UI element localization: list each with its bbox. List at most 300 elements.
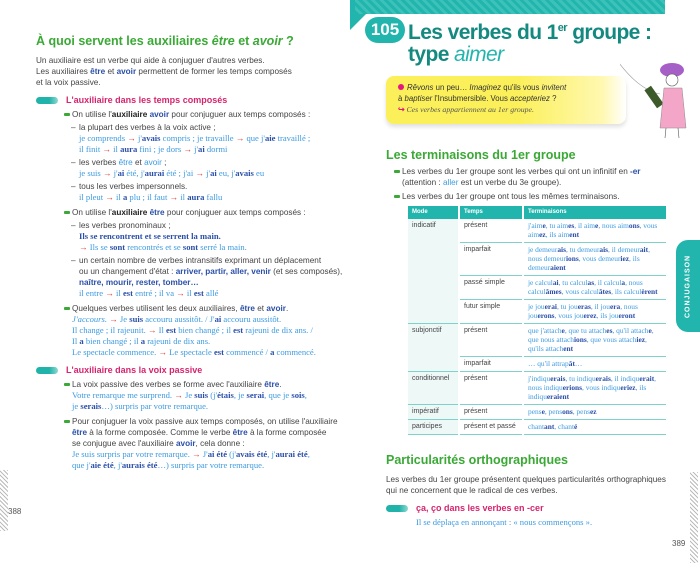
text-segment: que j' (72, 460, 91, 470)
temps-cell: passé simple (460, 276, 522, 300)
text-segment: serai (246, 390, 265, 400)
intro-line: Les verbes du 1er groupe présentent quelques particularités orthographiques (386, 475, 666, 484)
example-line (72, 336, 346, 347)
text-segment: commencé / (224, 347, 271, 357)
text-segment: e (595, 221, 599, 230)
text-segment: suis (129, 314, 144, 324)
text-segment: aura (120, 144, 138, 154)
left-page (0, 0, 350, 531)
text-segment: ai (198, 144, 205, 154)
text-segment: les verbes pronominaux ; (79, 221, 171, 230)
text-segment: , qu'ils attach (528, 335, 647, 353)
arrow-icon: → (169, 192, 181, 202)
text-segment: ? (549, 94, 557, 103)
text-segment: je jou (528, 302, 545, 311)
text-segment: serais (80, 401, 102, 411)
text-segment: , tu demeur (565, 245, 600, 254)
title-verb: aimer (454, 43, 504, 66)
text-segment: et (105, 67, 117, 76)
text-segment: , il calcul (594, 278, 622, 287)
arrow-icon: → (147, 325, 159, 335)
text-segment: Ils se (89, 242, 110, 252)
text-segment: eraient (546, 392, 570, 401)
text-segment: , il jou (590, 302, 610, 311)
text-segment: aient (550, 263, 566, 272)
text-segment: rencontrés et se (125, 242, 183, 252)
text-segment: , vous calcul (561, 287, 599, 296)
text-segment: à la forme composée (247, 428, 327, 437)
text-segment: eras (577, 302, 591, 311)
text-segment: , ils indiqu (528, 383, 647, 401)
text-segment: Votre remarque me surprend. (72, 390, 175, 400)
terminaisons-cell (524, 276, 666, 300)
text-segment: , que tu attach (564, 326, 607, 335)
chapter-title (408, 17, 651, 66)
toggle-pill-icon (36, 367, 58, 374)
text-segment: … qu'il attrap (528, 359, 569, 368)
bullet-item (72, 109, 346, 120)
text-segment: On utilise l' (72, 110, 112, 119)
text-segment: erions (562, 383, 582, 392)
section-orthographe (386, 453, 680, 528)
text-segment: , pens (572, 407, 591, 416)
temps-cell: présent (460, 219, 522, 243)
text-segment: être (211, 34, 235, 48)
text-segment: suis (194, 390, 209, 400)
text-segment: , pens (544, 407, 563, 416)
text-segment: , nous indiqu (528, 374, 657, 392)
intro-line (36, 55, 346, 66)
text-segment: , nous jou (528, 302, 638, 320)
text-segment: ons (628, 221, 640, 230)
text-segment: (et ses composés), (270, 267, 343, 276)
text-segment: eu, j' (216, 168, 236, 178)
arrow-icon: → (102, 168, 114, 178)
text-segment: âmes (545, 287, 562, 296)
text-segment: et (132, 158, 145, 167)
text-segment: aurai été (275, 449, 308, 459)
section-title: Particularités orthographiques (386, 453, 568, 467)
text-segment: eu (253, 168, 265, 178)
text-segment: se conjugue avec l'auxiliaire (72, 439, 176, 448)
arrow-icon: → (105, 192, 117, 202)
right-page (350, 0, 700, 563)
example-line (72, 231, 346, 242)
text-segment: être (239, 304, 255, 313)
bullet-item (72, 379, 346, 390)
title-sup: er (557, 22, 567, 34)
example-line (72, 460, 346, 471)
text-segment: et (234, 34, 253, 48)
text-segment: ais (599, 245, 609, 254)
side-tab-conjugaison[interactable]: CONJUGAISON (676, 240, 700, 332)
text-segment: allé (203, 288, 219, 298)
text-segment: ions (565, 254, 579, 263)
subsection-heading (36, 95, 346, 106)
example-line (72, 401, 346, 412)
text-segment: ait (639, 245, 649, 254)
text-segment: Les verbes du 1er groupe sont les verbes qui ont un infinitif en (402, 167, 631, 176)
text-segment: erais (595, 374, 611, 383)
bullet-item (402, 166, 672, 177)
terminaisons-cell (524, 405, 666, 420)
text-segment: ez (539, 230, 546, 239)
arrow-icon: → (195, 168, 207, 178)
text-segment: , vous indiqu (582, 383, 621, 392)
text-segment: étais (217, 390, 234, 400)
page-edge-hatch (690, 472, 698, 563)
text-segment: ant (544, 422, 555, 431)
text-segment: aller (442, 178, 459, 187)
text-segment: et la voix passive. (36, 78, 101, 87)
text-segment: Quelques verbes utilisent les deux auxiliaires, (72, 304, 240, 313)
text-segment: avais (235, 168, 254, 178)
text-segment: e (541, 407, 545, 416)
text-segment: j' (137, 133, 142, 143)
text-segment: , il indiqu (610, 374, 640, 383)
temps-cell: imparfait (460, 243, 522, 276)
text-segment: permettent de former les temps composés (136, 67, 292, 76)
text-segment: je suis (79, 168, 103, 178)
text-segment: il entre (79, 288, 106, 298)
text-segment: Il (72, 336, 80, 346)
text-segment: , (307, 449, 310, 459)
text-segment: -er (630, 167, 641, 176)
text-segment: invitent (541, 83, 567, 92)
arrow-icon: → (79, 242, 90, 252)
text-segment: Ils se rencontrent et se serrent la main. (79, 231, 221, 241)
text-segment: que j' (246, 133, 265, 143)
text-segment: , j' (267, 449, 276, 459)
example-line (72, 168, 346, 179)
text-segment: naître, mourir, rester, tomber… (79, 278, 199, 287)
text-segment: bien changé ; il (176, 325, 234, 335)
text-segment: aura (187, 192, 205, 202)
terminaisons-cell (524, 357, 666, 372)
text-segment: il (180, 192, 188, 202)
callout-line (398, 93, 614, 104)
text-segment: iez (636, 335, 646, 344)
col-header-mode: Mode (408, 206, 458, 219)
text-segment: est un verbe du 3e groupe). (458, 178, 562, 187)
bullet-item (402, 177, 672, 188)
arrow-icon: → (102, 144, 114, 154)
text-segment: , (304, 390, 307, 400)
temps-cell: présent (460, 372, 522, 405)
text-segment: j'aim (528, 221, 543, 230)
text-segment: J' (202, 449, 208, 459)
text-segment: , tu aim (545, 221, 569, 230)
text-segment: , il aim (574, 221, 596, 230)
temps-cell: présent (460, 405, 522, 420)
arrow-icon: → (158, 347, 170, 357)
text-line (72, 122, 346, 133)
text-segment: Un auxiliaire est un verbe qui aide à conjuguer d'autres verbes. (36, 56, 265, 65)
mode-cell: conditionnel (408, 372, 458, 405)
section-bullets (402, 166, 672, 202)
text-segment: Imaginez (469, 83, 502, 92)
text-segment: , j' (113, 460, 122, 470)
text-segment: à la forme composée. Comme le verbe (87, 428, 233, 437)
text-segment: , tu indiqu (565, 374, 596, 383)
intro-line (36, 66, 346, 77)
intro-line: qui ne concernent que le radical de ces verbes. (386, 486, 558, 495)
temps-cell: imparfait (460, 357, 522, 372)
text-segment: , je (233, 390, 247, 400)
text-segment: (j' (208, 390, 218, 400)
example-line (72, 325, 346, 336)
table-row (408, 405, 666, 420)
page-number: 388 (8, 507, 22, 516)
text-segment: avoir (266, 304, 286, 313)
bullet-dot-icon (398, 84, 404, 90)
text-segment: j'indiqu (528, 374, 551, 383)
text-segment: a (621, 278, 626, 287)
text-segment: être (72, 428, 88, 437)
text-line (72, 266, 346, 277)
text-segment: rajeuni de dix ans. (145, 336, 211, 346)
endings-table (406, 206, 668, 435)
text-segment: , ils calcul (611, 287, 642, 296)
text-segment: aurais été (121, 460, 158, 470)
callout-line (398, 82, 614, 93)
table-row (408, 420, 666, 435)
text-segment: , ils demeur (528, 254, 640, 272)
text-segment: a (79, 336, 84, 346)
text-segment: auxiliaire (111, 208, 150, 217)
left-content (0, 0, 346, 471)
text-segment: commencé. (274, 347, 316, 357)
example-line (72, 144, 346, 155)
text-segment: e (542, 221, 546, 230)
arrow-icon: → (174, 390, 185, 400)
text-segment: dormi (204, 144, 228, 154)
text-segment: ât (568, 359, 575, 368)
section-title: Les terminaisons du 1er groupe (386, 148, 576, 162)
text-line (72, 157, 346, 168)
text-segment: qu'ils vous (501, 83, 542, 92)
text-segment: pour conjuguer aux temps composés : (164, 208, 306, 217)
text-segment: auxiliaire (111, 110, 150, 119)
text-segment: ai (214, 314, 222, 324)
text-segment: J'accours. (72, 314, 110, 324)
text-segment: Le spectacle commence. (72, 347, 159, 357)
text-segment: est (122, 288, 133, 298)
text-segment: avoir (144, 158, 162, 167)
temps-cell: présent et passé (460, 420, 522, 435)
page-number: 389 (672, 539, 686, 548)
text-segment: Les auxiliaires (36, 67, 91, 76)
text-segment: ? (282, 34, 294, 48)
terminaisons-cell (524, 243, 666, 276)
text-segment: ez (590, 407, 597, 416)
woman-with-champagne-illustration (620, 58, 692, 140)
mode-cell: subjonctif (408, 324, 458, 372)
text-segment: e (561, 326, 565, 335)
text-segment: je comprends (79, 133, 128, 143)
text-segment: rajeuni de dix ans. / (243, 325, 313, 335)
intro-paragraph (36, 55, 346, 88)
example-line (72, 314, 346, 325)
text-segment: bien changé ; il (83, 336, 141, 346)
text-segment: sois (291, 390, 305, 400)
text-segment: , nous calcul (528, 278, 643, 296)
text-segment: ai (210, 168, 217, 178)
example-line (72, 449, 346, 460)
text-segment: été, j' (124, 168, 145, 178)
text-segment: être (264, 380, 280, 389)
subsection-heading (36, 365, 346, 376)
text-segment: il (186, 288, 194, 298)
text-segment: , vous demeur (578, 254, 621, 263)
text-segment: un peu… (433, 83, 470, 92)
text-line (72, 255, 346, 266)
example-line (72, 347, 346, 358)
text-segment: …) surpris par votre remarque. (101, 401, 209, 411)
text-segment: arriver, partir, aller, venir (175, 267, 271, 276)
table-row (408, 324, 666, 357)
text-segment: il pleut (79, 192, 106, 202)
text-segment: âtes (598, 287, 612, 296)
text-segment: ai (117, 168, 125, 178)
text-segment: j' (113, 168, 118, 178)
text-line (72, 181, 346, 192)
text-segment: , chant (554, 422, 574, 431)
text-segment: erons (537, 311, 555, 320)
text-segment: èrent (641, 287, 658, 296)
text-segment: eront (618, 311, 636, 320)
mode-cell: indicatif (408, 219, 458, 324)
text-segment: erait (639, 374, 655, 383)
chapter-number: 105 (365, 17, 405, 43)
bullet-item (72, 416, 346, 427)
text-segment: ons (562, 407, 573, 416)
text-segment: , ils aim (545, 230, 570, 239)
text-segment: la plupart des verbes à la voix active ; (79, 123, 216, 132)
text-segment: je calcul (528, 278, 553, 287)
mode-cell: participes (408, 420, 458, 435)
text-segment: Il change ; il rajeunit. (72, 325, 148, 335)
text-segment: aie (264, 133, 276, 143)
example-line (72, 390, 346, 401)
text-segment: . (285, 304, 289, 313)
page-edge-hatch (0, 470, 8, 531)
temps-cell: présent (460, 324, 522, 357)
text-segment: , qu'il attach (612, 326, 649, 335)
text-segment: l'Insubmersible. Vous (432, 94, 511, 103)
text-segment: Je (119, 314, 130, 324)
text-segment: , que je (264, 390, 292, 400)
text-segment: pour conjuguer aux temps composés : (169, 110, 311, 119)
text-segment: , tu jou (556, 302, 578, 311)
sections (64, 95, 346, 471)
terminaisons-cell (524, 420, 666, 435)
col-header-temps: Temps (460, 206, 522, 219)
text-segment: est (213, 347, 225, 357)
header-band (355, 0, 665, 14)
text-segment: , que nous attach (528, 326, 654, 344)
text-segment: serré la main. (198, 242, 247, 252)
text-segment: entré ; il va (132, 288, 177, 298)
heading-text: L'auxiliaire dans la voix passive (66, 365, 203, 375)
terminaisons-cell (524, 300, 666, 324)
text-segment: ai été (207, 449, 228, 459)
text-segment: a (270, 347, 275, 357)
text-segment: , vous jou (554, 311, 584, 320)
example-line (72, 288, 346, 299)
text-segment: erez (583, 311, 597, 320)
text-segment: avoir (149, 110, 170, 119)
text-segment: …) surpris par votre remarque. (157, 460, 265, 470)
text-segment: (j' (227, 449, 236, 459)
text-segment: é (574, 422, 578, 431)
text-segment: , tu calcul (558, 278, 588, 287)
toggle-pill-icon (386, 505, 408, 512)
toggle-pill-icon (36, 97, 58, 104)
text-segment: accouru aussitôt. / J' (143, 314, 215, 324)
text-segment: il (116, 192, 123, 202)
text-segment: Je suis surpris par votre remarque. (72, 449, 193, 459)
terminaisons-cell (524, 219, 666, 243)
arrow-icon: → (105, 288, 116, 298)
text-segment: Il (158, 325, 167, 335)
table-row (408, 219, 666, 243)
text-segment: Les verbes du 1er groupe ont tous les mêmes terminaisons. (402, 192, 620, 201)
text-segment: à (398, 94, 405, 103)
text-line (72, 220, 346, 231)
title-text-end: groupe : (566, 21, 652, 44)
text-segment: Le spectacle (169, 347, 214, 357)
text-line (72, 427, 346, 438)
bullet-item (402, 191, 672, 202)
col-header-terminaisons: Terminaisons (524, 206, 666, 219)
text-segment: ; (161, 158, 167, 167)
text-segment: erai (544, 302, 557, 311)
text-segment: a (140, 336, 146, 346)
text-segment: il (113, 144, 121, 154)
text-segment: , cela donne : (195, 439, 245, 448)
text-segment: il finit (79, 144, 103, 154)
text-segment: avoir (175, 439, 196, 448)
text-segment: je demeur (528, 245, 558, 254)
text-segment: ai (552, 278, 559, 287)
text-segment: , nous demeur (528, 245, 650, 263)
text-segment: compris ; je travaille (160, 133, 236, 143)
text-segment: Rêvons (407, 83, 434, 92)
text-segment: , il demeur (608, 245, 640, 254)
bullet-item (72, 303, 346, 314)
text-segment: aurai (144, 168, 165, 178)
text-segment: sont (109, 242, 126, 252)
text-segment: iez (620, 254, 630, 263)
text-segment: un certain nombre de verbes intransitifs exprimant un déplacement (79, 256, 322, 265)
text-segment: (attention : (402, 178, 443, 187)
text-segment: Je (184, 390, 195, 400)
text-segment: travaillé ; (275, 133, 311, 143)
text-segment: j' (206, 168, 211, 178)
text-segment: que j'attach (528, 326, 562, 335)
text-segment: On utilise l' (72, 208, 112, 217)
text-segment: es (568, 221, 575, 230)
text-segment: pens (528, 407, 542, 416)
example-line: Il se déplaça en annonçant : « nous commençons ». (416, 517, 593, 527)
text-segment: . (279, 380, 282, 389)
text-segment: , que vous attach (586, 335, 637, 344)
text-segment: e (648, 326, 652, 335)
arrow-icon: → (109, 314, 120, 324)
text-segment: , ils jou (596, 311, 619, 320)
text-segment: fallu (204, 192, 223, 202)
